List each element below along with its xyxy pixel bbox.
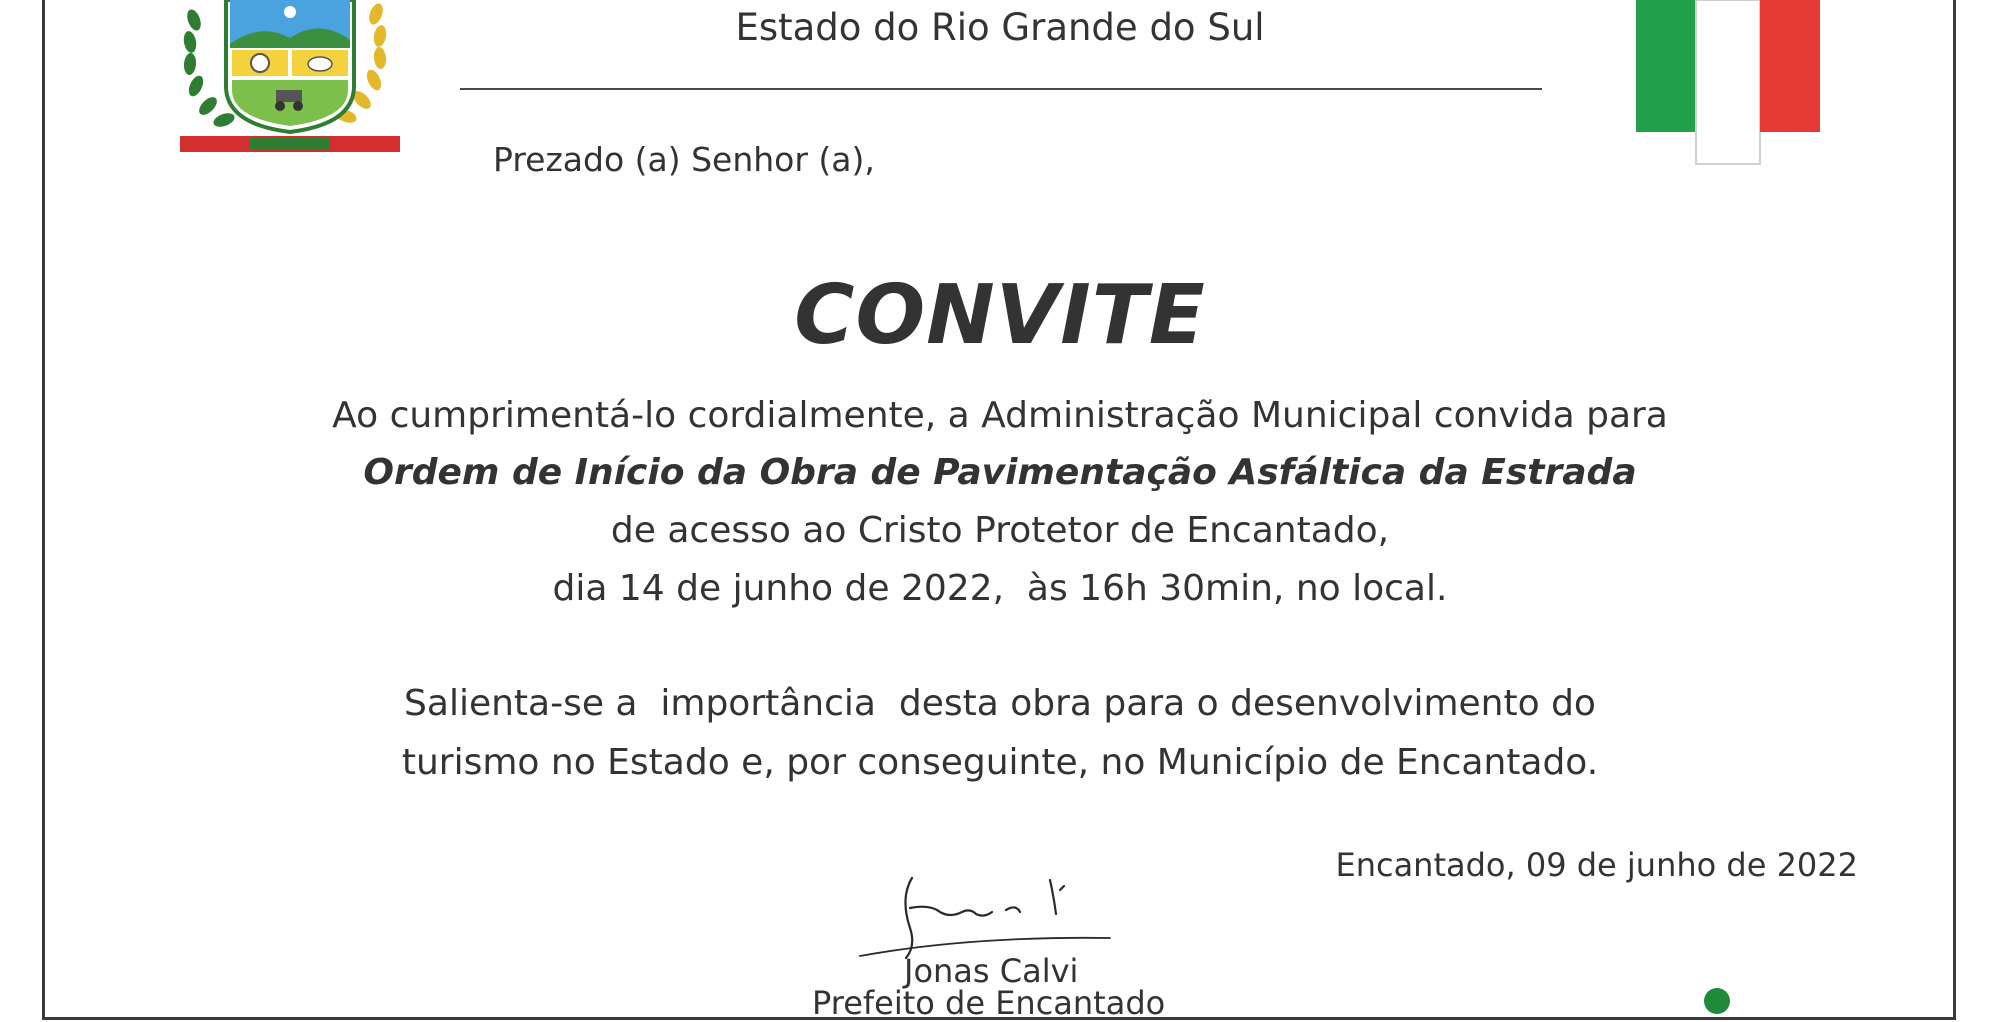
body-line-3: de acesso ao Cristo Protetor de Encantado, — [610, 510, 1390, 551]
greeting: Prezado (a) Senhor (a), — [493, 140, 875, 179]
flag — [1636, 0, 1820, 165]
body-line-6: turismo no Estado e, por conseguinte, no Município de Encantado. — [401, 742, 1599, 783]
signer-role: Prefeito de Encantado — [812, 984, 1166, 1022]
state-name: Estado do Rio Grande do Sul — [735, 6, 1265, 49]
document-title: CONVITE — [794, 268, 1206, 363]
flag-green-stripe — [1636, 0, 1696, 132]
header-divider — [460, 88, 1542, 90]
signer-name: Jonas Calvi — [904, 952, 1079, 990]
green-dot-icon — [1704, 988, 1730, 1014]
event-title: Ordem de Início da Obra de Pavimentação Asfáltica da Estrada — [363, 452, 1637, 493]
body-line-1: Ao cumprimentá-lo cordialmente, a Administração Municipal convida para — [332, 395, 1668, 436]
flag-red-stripe — [1760, 0, 1820, 132]
flag-white-stripe — [1696, 0, 1760, 164]
event-datetime: dia 14 de junho de 2022, às 16h 30min, no local. — [552, 568, 1448, 609]
dateline: Encantado, 09 de junho de 2022 — [1335, 846, 1858, 884]
body-line-5: Salienta-se a importância desta obra para o desenvolvimento do — [404, 683, 1596, 724]
municipal-crest — [180, 0, 400, 160]
